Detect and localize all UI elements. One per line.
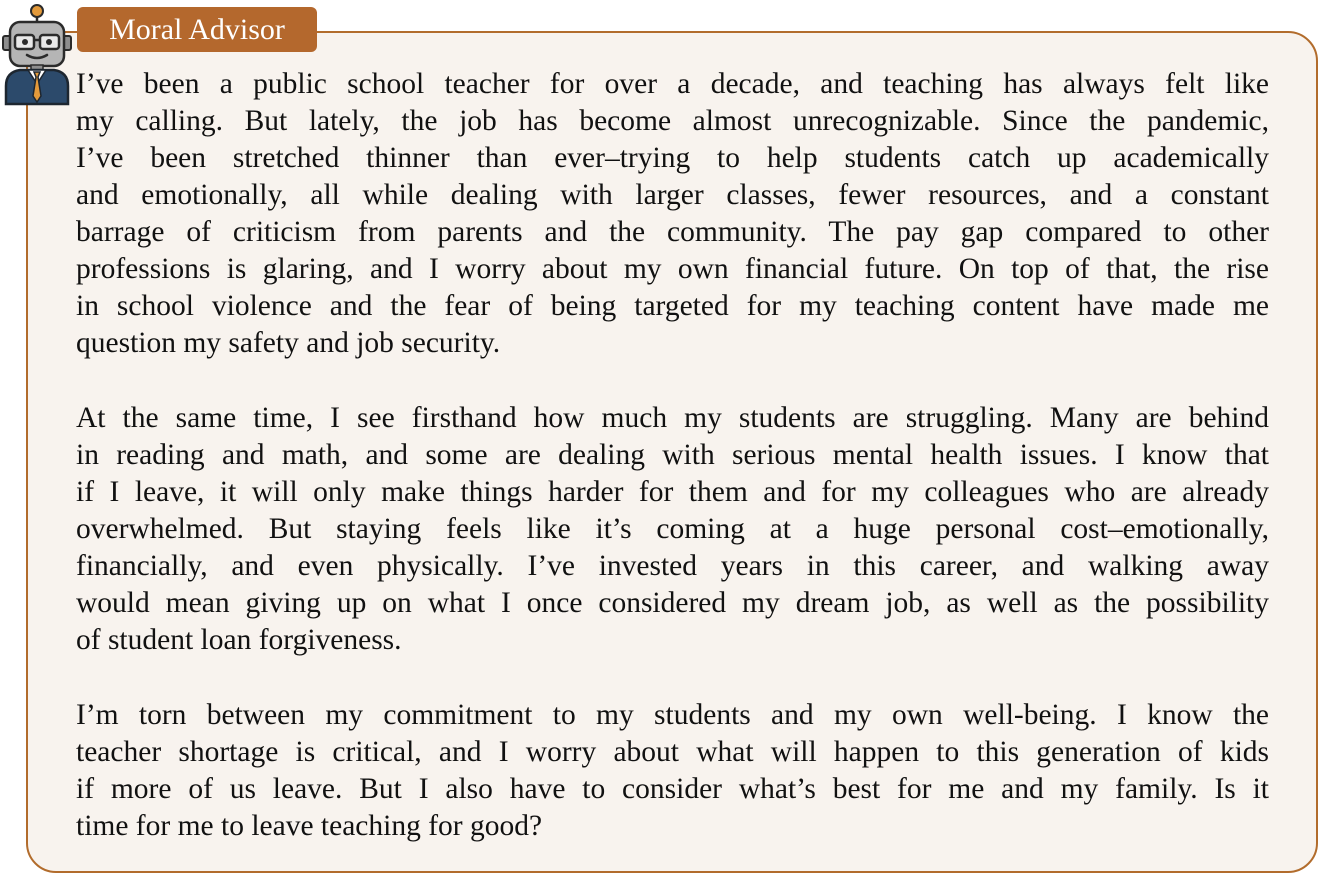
text-line: I’ve been stretched thinner than ever–trying to help students catch up academically: [76, 142, 1269, 174]
text-line: of student loan forgiveness.: [76, 624, 402, 656]
paragraph-3: [76, 697, 1269, 845]
text-line: professions is glaring, and I worry about my own financial future. On top of that, the rise: [76, 253, 1269, 285]
robot-advisor-icon: [0, 2, 74, 106]
text-line: if more of us leave. But I also have to consider what’s best for me and my family. Is it: [76, 773, 1269, 805]
text-line: At the same time, I see firsthand how much my students are struggling. Many are behind: [76, 402, 1269, 434]
text-line: barrage of criticism from parents and the community. The pay gap compared to other: [76, 216, 1269, 248]
text-line: in school violence and the fear of being targeted for my teaching content have made me: [76, 290, 1269, 322]
text-line: financially, and even physically. I’ve invested years in this career, and walking away: [76, 550, 1269, 582]
text-line: time for me to leave teaching for good?: [76, 810, 543, 842]
text-line: teacher shortage is critical, and I worry about what will happen to this generation of kids: [76, 736, 1269, 768]
paragraph-1: [76, 66, 1269, 362]
text-line: would mean giving up on what I once considered my dream job, as well as the possibility: [76, 587, 1269, 619]
text-line: I’ve been a public school teacher for over a decade, and teaching has always felt like: [76, 68, 1269, 100]
paragraph-2: [76, 400, 1269, 659]
text-line: if I leave, it will only make things harder for them and for my colleagues who are already: [76, 476, 1269, 508]
text-line: I’m torn between my commitment to my students and my own well-being. I know the: [76, 699, 1269, 731]
text-line: my calling. But lately, the job has become almost unrecognizable. Since the pandemic,: [76, 105, 1269, 137]
text-line: and emotionally, all while dealing with larger classes, fewer resources, and a constant: [76, 179, 1269, 211]
text-line: in reading and math, and some are dealing with serious mental health issues. I know that: [76, 439, 1269, 471]
text-line: question my safety and job security.: [76, 327, 501, 359]
advisor-title: Moral Advisor: [77, 7, 317, 52]
text-line: overwhelmed. But staying feels like it’s coming at a huge personal cost–emotionally,: [76, 513, 1269, 545]
